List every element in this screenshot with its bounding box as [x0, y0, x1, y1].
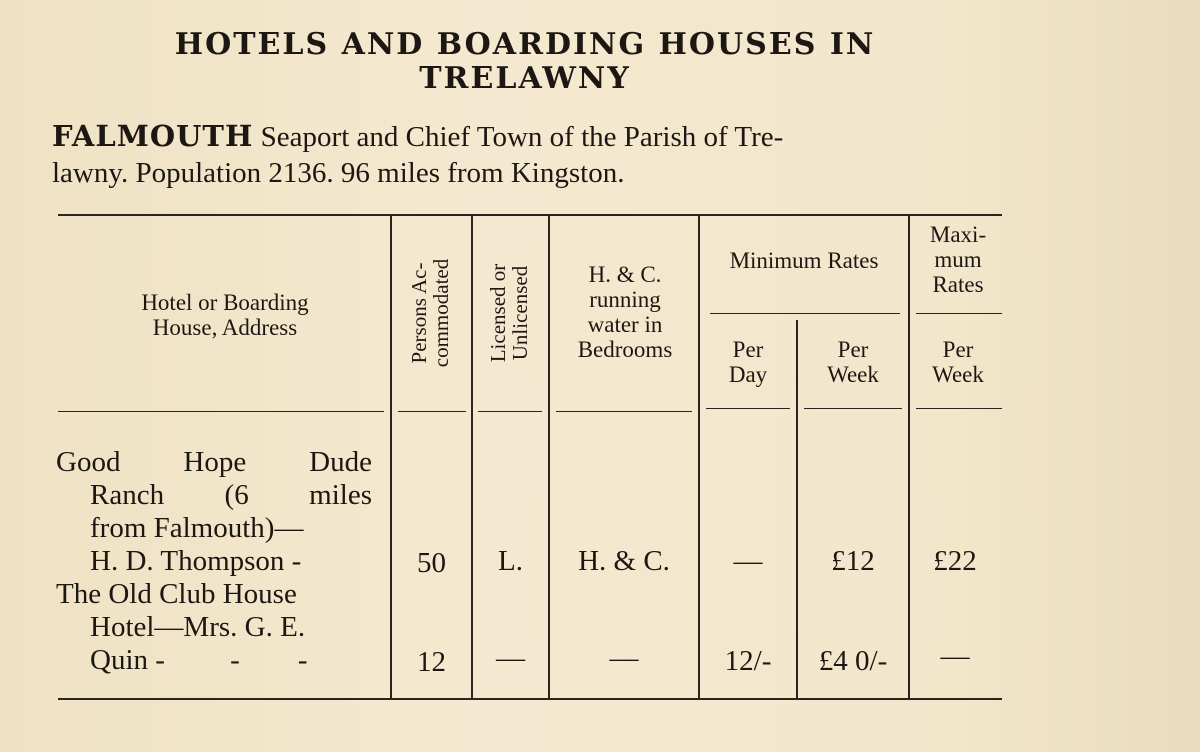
page-title [60, 28, 990, 96]
intro-paragraph [52, 118, 1002, 191]
header-min-per-week: Per Week [827, 337, 879, 387]
row-2-per-day: 12/- [724, 645, 772, 677]
row-1-max-per-week: £22 [933, 545, 977, 577]
header-min-per-day: Per Day [728, 337, 768, 387]
header-bottom-rule [556, 411, 692, 412]
header-bottom-rule [478, 411, 542, 412]
header-running-water: H. & C. running water in Bedrooms [577, 262, 673, 362]
column-divider [390, 216, 392, 700]
header-bottom-rule [916, 408, 1002, 409]
table-row-2-name: The Old Club House Hotel—Mrs. G. E. Quin - - - [56, 578, 308, 676]
header-maximum-rates: Maxi- mum Rates [929, 222, 987, 297]
header-persons-accommodated: Persons Ac- commodated [407, 258, 453, 368]
row-2-persons: 12 [417, 646, 446, 678]
table-row-1-name: Good Hope Dude Ranch (6 miles from Falmouth)— H. D. Thompson - [56, 446, 372, 577]
header-hotel-name: Hotel or Boarding House, Address [141, 290, 309, 340]
column-divider [548, 216, 550, 700]
row-1-per-week: £12 [831, 545, 875, 577]
row-1-water: H. & C. [578, 545, 670, 577]
table-bottom-rule [58, 698, 1002, 700]
max-rates-subrule [916, 313, 1002, 314]
column-divider [471, 216, 473, 700]
column-divider [698, 216, 700, 700]
intro-line-2: lawny. Population 2136. 96 miles from Kingston. [52, 157, 625, 189]
header-max-per-week: Per Week [932, 337, 984, 387]
title-line-2: TRELAWNY [419, 61, 631, 96]
row-1-licensed: L. [498, 545, 523, 577]
title-line-1: HOTELS AND BOARDING HOUSES IN [174, 27, 876, 62]
row-2-max-per-week: — [940, 640, 970, 672]
table-top-rule [58, 214, 1002, 216]
header-bottom-rule [398, 411, 466, 412]
intro-line-1: Seaport and Chief Town of the Parish of Tre- [253, 121, 784, 153]
row-1-persons: 50 [417, 547, 446, 579]
header-licensed: Licensed or Unlicensed [486, 263, 532, 363]
header-bottom-rule [706, 408, 790, 409]
place-name: FALMOUTH [52, 119, 254, 153]
row-2-licensed: — [496, 642, 525, 674]
min-rates-subrule [710, 313, 900, 314]
row-1-per-day: — [733, 545, 763, 577]
row-2-per-week: £4 0/- [818, 645, 888, 677]
header-bottom-rule [804, 408, 902, 409]
row-2-water: — [609, 642, 639, 674]
header-minimum-rates: Minimum Rates [729, 248, 879, 273]
header-bottom-rule [58, 411, 384, 412]
